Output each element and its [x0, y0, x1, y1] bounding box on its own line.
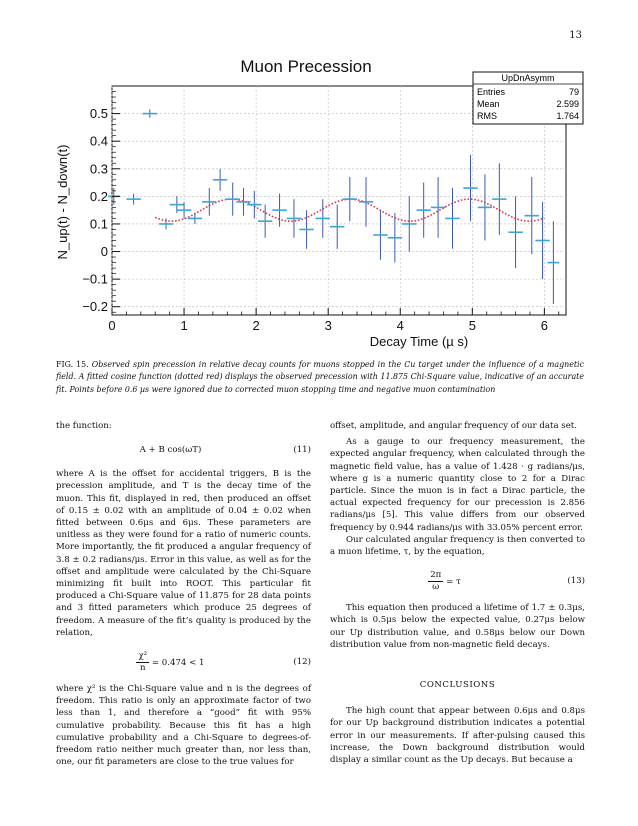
- x-axis-label: Decay Time (µ s): [369, 334, 469, 349]
- equation-12: [56, 647, 311, 677]
- y-tick-label: 0.1: [89, 216, 108, 232]
- x-tick-label: 0: [108, 318, 116, 333]
- y-tick-label: 0.3: [89, 161, 108, 177]
- stats-box-title: UpDnAsymm: [501, 73, 555, 83]
- equation-13-numerator: 2π: [430, 570, 442, 581]
- equation-12-numerator: χ²: [138, 651, 148, 662]
- page-number: 13: [569, 30, 582, 41]
- equation-12-body: [56, 651, 285, 674]
- y-tick-label: −0.1: [82, 271, 108, 287]
- paragraph-lifetime-conversion: Our calculated angular frequency is then converted to a muon lifetime, τ, by the equation,: [330, 534, 585, 558]
- intro-text: the function:: [56, 421, 112, 431]
- stats-mean-value: 2.599: [556, 99, 579, 109]
- x-tick-label: 2: [252, 318, 260, 333]
- stats-box: [473, 72, 583, 124]
- y-tick-label: 0.5: [89, 106, 108, 122]
- caption-label: FIG. 15.: [56, 360, 89, 369]
- section-heading-conclusions: CONCLUSIONS: [419, 680, 496, 691]
- paragraph-lifetime-result: This equation then produced a lifetime of 1.7 ± 0.3μs, which is 0.5μs below the expected value, 0.27μs below our Up distribution value, and 0.58μs below our Down distribution value from non-magnetic field decays.: [330, 603, 585, 650]
- paragraph-fit-description: where A is the offset for accidental triggers, B is the precession amplitude, and T is the decay time of the muon. This fit, displayed in red, then produced an offset of 0.15 ± 0.02 with an amplitude of 0.04 ± 0.02 when fitted between 0.6μs and 6μs. These parameters are unitless as they were found for a ratio of numeric counts. More importantly, the fit produced a angular frequency of 3.8 ± 0.2 radians/μs. Error in this value, as well as for the offset and amplitude were calculated by the Chi-Square minimizing fit built into ROOT. This particular fit produced a Chi-Square value of 11.875 for 28 data points and 3 fitted parameters which produce 25 degrees of freedom. A measure of the fit’s quality is produced by the relation,: [56, 469, 311, 638]
- x-tick-label: 1: [180, 318, 188, 333]
- stats-rms-label: RMS: [477, 111, 497, 121]
- equation-12-number: (12): [293, 657, 311, 668]
- equation-13-fraction: [428, 570, 443, 593]
- equation-11-body: A + B cos(ωT): [139, 445, 202, 456]
- equation-13-body: [330, 570, 559, 593]
- equation-13-rhs: = τ: [446, 577, 461, 588]
- x-tick-label: 5: [468, 318, 476, 333]
- muon-precession-chart: [55, 52, 585, 352]
- chart-title: Muon Precession: [240, 57, 372, 76]
- equation-13-number: (13): [567, 576, 585, 587]
- y-tick-label: 0: [100, 244, 108, 260]
- y-tick-label: 0.2: [89, 188, 108, 204]
- paragraph-continuation: offset, amplitude, and angular frequency of our data set.: [330, 421, 577, 431]
- paragraph-chi-square: where χ² is the Chi-Square value and n is the degrees of freedom. This ratio is only an approximate factor of two less than 1, and therefore a “good” fit with 95% cumulative probability. Because this fit has a high cumulative probability and a Chi-Square to degrees-of-freedom ratio neither much greater than, nor less than, one, our fit parameters are close to the true values for: [56, 684, 311, 768]
- equation-13-denominator: ω: [432, 582, 440, 593]
- equation-12-denominator: n: [140, 663, 146, 674]
- x-tick-label: 3: [324, 318, 332, 333]
- stats-mean-label: Mean: [477, 99, 500, 109]
- y-tick-label: −0.2: [82, 299, 108, 315]
- figure-caption: [56, 359, 584, 396]
- equation-12-rhs: = 0.474 < 1: [151, 658, 205, 669]
- paragraph-conclusions: The high count that appear between 0.6μs and 0.8μs for our Up background distribution indicates a potential error in our measurements. If after-pulsing caused this increase, the Down background distribution would display a similar count as the Up decays. But because a: [330, 706, 585, 766]
- stats-entries-label: Entries: [477, 87, 506, 97]
- caption-text: Observed spin precession in relative decay counts for muons stopped in the Cu target under the influence of a magnetic field. A fitted cosine function (dotted red) displays the observed precession with 11.875 Chi-Square value, indicative of an accurate fit. Points before 0.6 µs were ignored due to corrected muon stopping time and negative muon contamination: [56, 360, 585, 394]
- equation-12-fraction: [136, 651, 149, 674]
- equation-13: [330, 566, 585, 596]
- x-tick-label: 4: [396, 318, 404, 333]
- stats-rms-value: 1.764: [556, 111, 579, 121]
- equation-11-number: (11): [293, 445, 311, 456]
- paragraph-expected-frequency: As a gauge to our frequency measurement, the expected angular frequency, when calculated through the magnetic field value, has a value of 1.428 · g radians/μs, where g is a numeric quantity close to 2 for a Dirac particle. Since the muon is in fact a Dirac particle, the actual expected frequency for our precession is 2.856 radians/μs [5]. This value differs from our observed frequency by 0.944 radians/μs with 33.05% percent error.: [330, 437, 585, 533]
- y-axis-label: N_up(t) - N_down(t): [55, 144, 70, 260]
- left-column: [56, 420, 311, 768]
- right-column: [330, 420, 585, 766]
- equation-11: [56, 440, 311, 462]
- stats-entries-value: 79: [568, 87, 579, 97]
- x-tick-label: 6: [540, 318, 548, 333]
- y-tick-label: 0.4: [89, 133, 108, 149]
